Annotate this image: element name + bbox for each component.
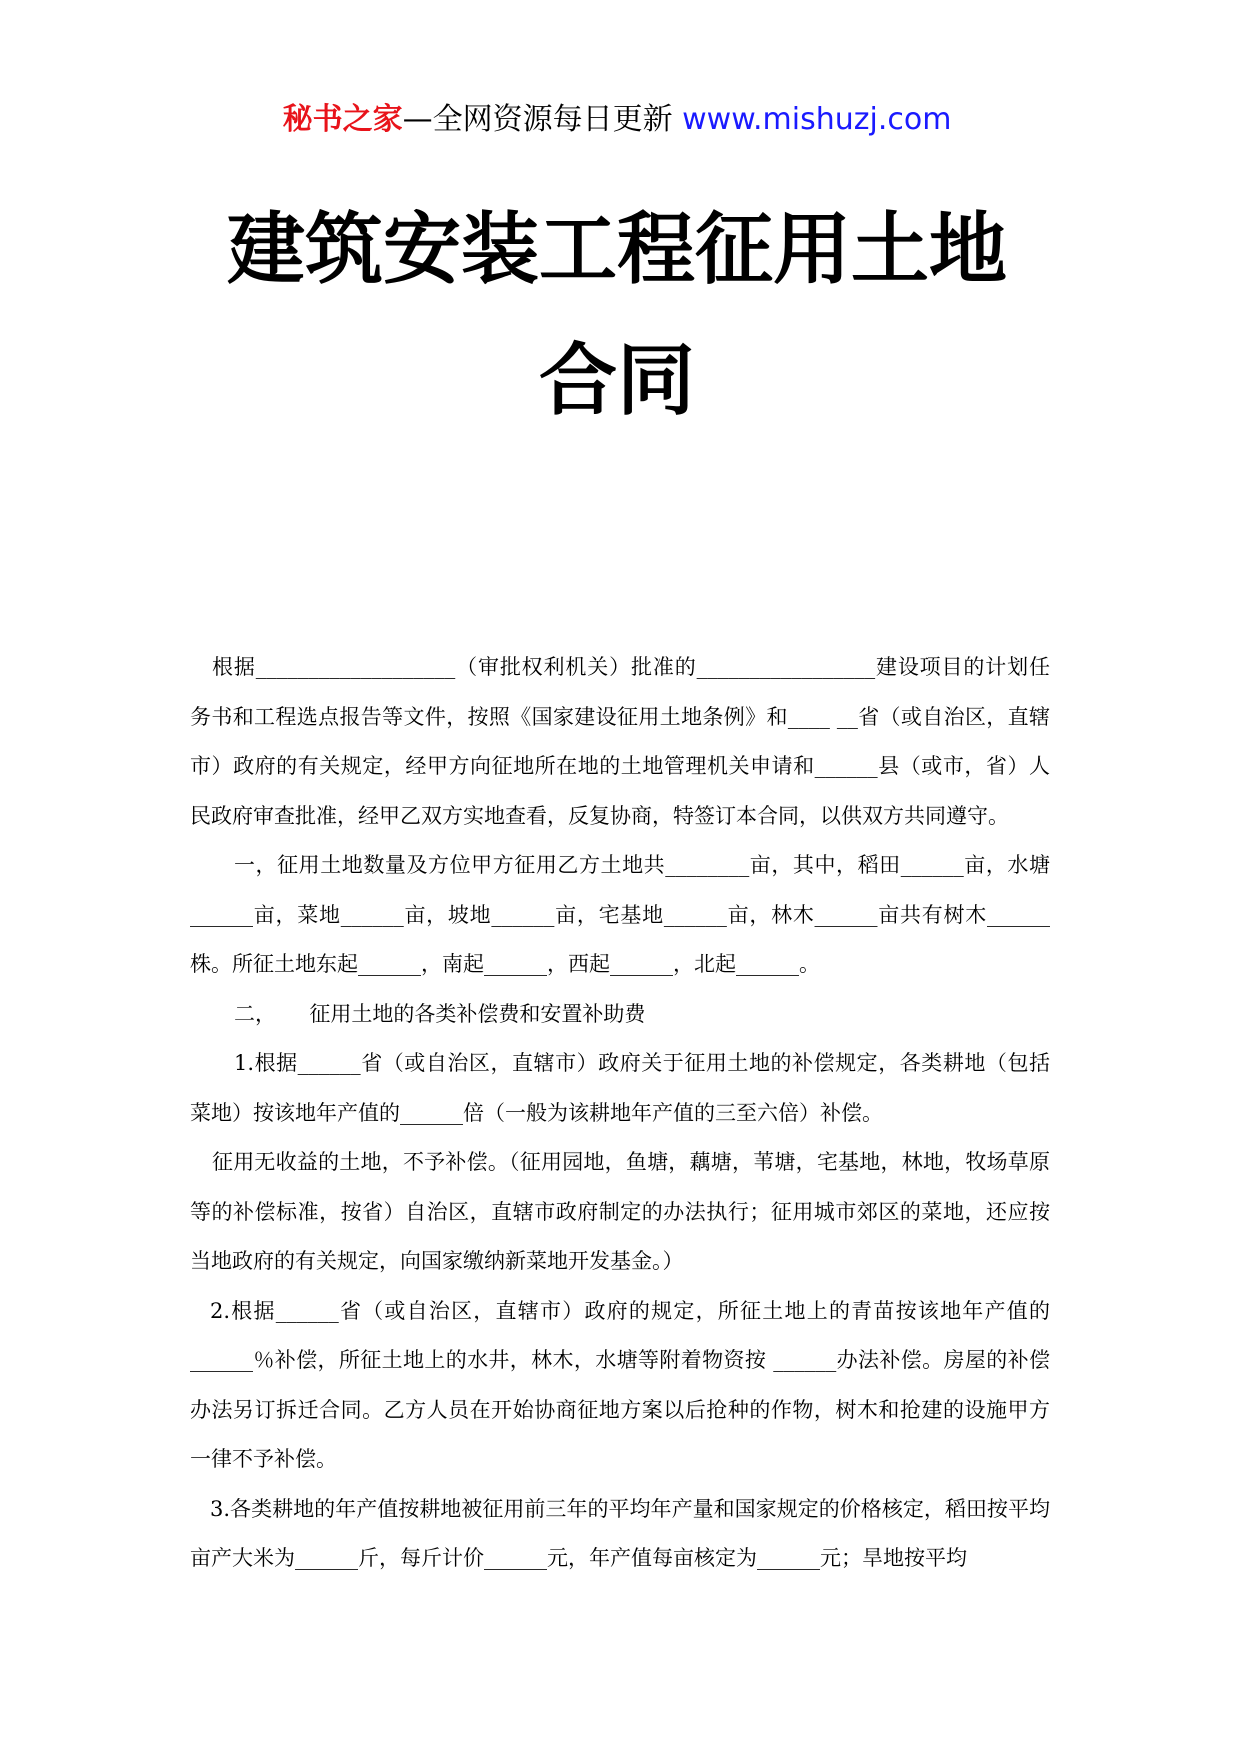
document-title-line-1: 建筑安装工程征用土地: [226, 205, 1007, 295]
section-2-heading: 二， 征用土地的各类补偿费和安置补助费: [234, 1001, 646, 1026]
preamble-paragraph: 根据___________________（审批权利机关）批准的_________________建设项目的计划任务书和工程选点报告等文件，按照《国家建设征用土地条例》和____ __省（或自治区，直辖市）政府的有关规定，经甲方向征地所在地的土地管理机关申请和______县（或市，省）人民政府审查批准，经甲乙双方实地查看，反复协商，特签订本合同，以供双方共同遵守。: [190, 655, 1050, 828]
item-2-paragraph: 2.根据______省（或自治区，直辖市）政府的规定，所征土地上的青苗按该地年产值的______％补偿，所征土地上的水井，林木，水塘等附着物资按 ______办法补偿。房屋的补偿办法另订拆迁合同。乙方人员在开始协商征地方案以后抢种的作物，树木和抢建的设施甲方一律不予补偿。: [190, 1298, 1050, 1471]
site-brand-name: 秘书之家: [282, 102, 403, 137]
section-1-paragraph: 一，征用土地数量及方位甲方征用乙方土地共________亩，其中，稻田______亩，水塘______亩，菜地______亩，坡地______亩，宅基地______亩，林木______亩共有树木______株。所征土地东起______，南起______，西起______，北起______。: [190, 853, 1050, 976]
item-1-note-paragraph: 征用无收益的土地，不予补偿。（征用园地，鱼塘，藕塘，苇塘，宅基地，林地，牧场草原等的补偿标准，按省）自治区，直辖市政府制定的办法执行；征用城市郊区的菜地，还应按当地政府的有关规定，向国家缴纳新菜地开发基金。）: [190, 1150, 1050, 1273]
document-title-line-2: 合同: [538, 336, 695, 426]
item-3-paragraph: 3.各类耕地的年产值按耕地被征用前三年的平均年产量和国家规定的价格核定，稻田按平均亩产大米为______斤，每斤计价______元，年产值每亩核定为______元；旱地按平均: [190, 1496, 1050, 1570]
site-url-link[interactable]: www.mishuzj.com: [682, 102, 952, 137]
item-1-paragraph: 1.根据______省（或自治区，直辖市）政府关于征用土地的补偿规定，各类耕地（包括菜地）按该地年产值的______倍（一般为该耕地年产值的三至六倍）补偿。: [190, 1051, 1050, 1125]
contract-body: [190, 643, 1050, 1584]
site-tagline: —全网资源每日更新: [402, 102, 673, 137]
site-header-banner: [0, 100, 1234, 140]
